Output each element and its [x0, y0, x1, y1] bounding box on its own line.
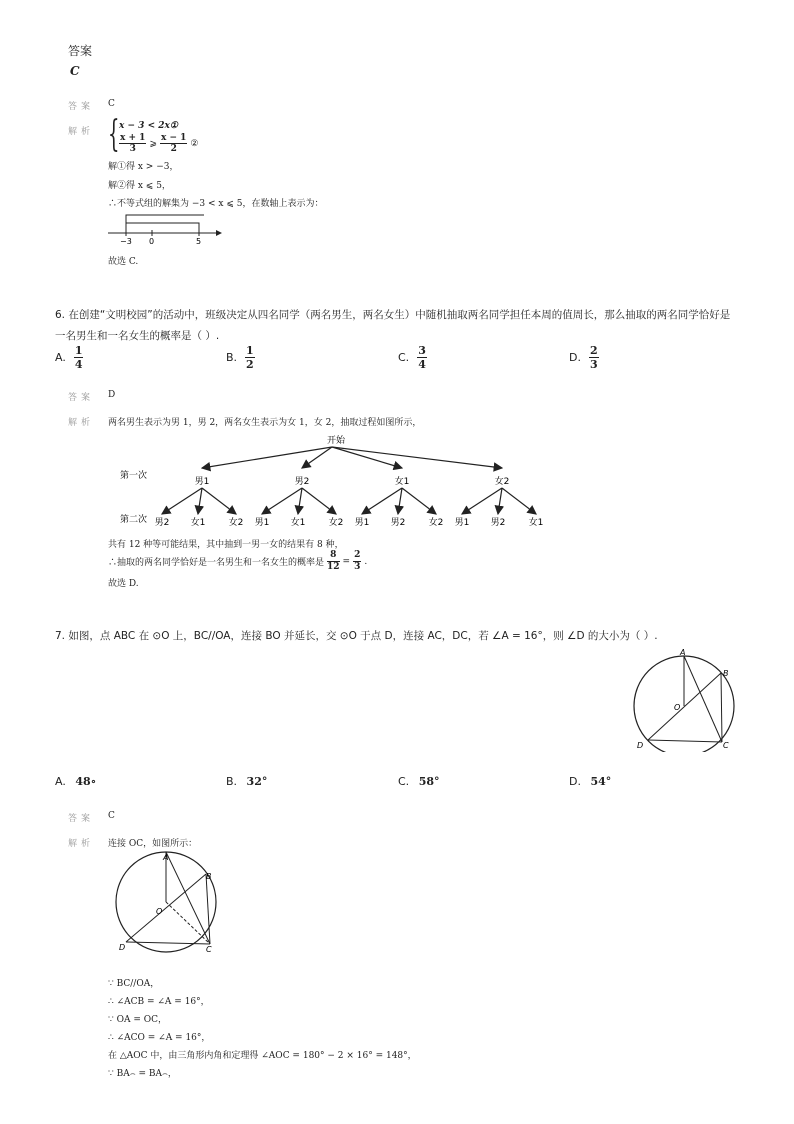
- tree-node-second-2-2: 女1: [290, 518, 306, 528]
- q5-conclusion: 故选 C.: [108, 257, 139, 267]
- q5-step-3: ∴不等式组的解集为 −3 < x ⩽ 5，在数轴上表示为：: [108, 199, 324, 209]
- q5-step-2: 解②得 x ⩽ 5，: [108, 181, 171, 191]
- q7-stem: 7. 如图，点 ABC 在 ⊙O 上，BC//OA，连接 BO 并延长，交 ⊙O 于点 D，连接 AC，DC，若 ∠A = 16°，则 ∠D 的大小为（ ）.: [55, 630, 658, 642]
- q6-option-d[interactable]: D. $\frac{2}{3}$: [569, 344, 598, 371]
- tree-branch-second-2-1: [262, 488, 302, 514]
- q7-option-c[interactable]: C. 58°: [398, 775, 440, 788]
- q5-answer-label: 答案: [68, 102, 95, 112]
- answer-heading: 答案: [68, 44, 93, 58]
- tree-node-first-4: 女2: [494, 477, 510, 487]
- q5-inequality-1: x − 3 < 2x①: [119, 121, 178, 131]
- q7-answer-value: C: [108, 811, 115, 821]
- tree-branch-second-4-3: [502, 488, 536, 514]
- q7-solution-figure: [110, 850, 222, 956]
- q7-label-d: D: [637, 741, 644, 750]
- tree-row1-label: 第一次: [120, 471, 148, 481]
- q7-option-b[interactable]: B. 32°: [226, 775, 268, 788]
- q5-tick-5: 5: [196, 237, 202, 246]
- tree-branch-second-1-2: [198, 488, 202, 514]
- tree-branch-second-4-1: [462, 488, 502, 514]
- tree-node-second-4-1: 男1: [454, 518, 470, 528]
- tree-node-first-1: 男1: [194, 477, 210, 487]
- q6-answer-label: 答案: [68, 393, 95, 403]
- q6-option-a[interactable]: A. $\frac{1}{4}$: [55, 344, 83, 371]
- q6-answer-value: D: [108, 390, 116, 400]
- q7-step-5: 在 △AOC 中，由三角形内角和定理得 ∠AOC = 180° − 2 × 16° = 148°，: [108, 1051, 417, 1061]
- tree-branch-second-2-3: [302, 488, 336, 514]
- q5-number-line: [104, 210, 224, 248]
- tree-branch-second-3-3: [402, 488, 436, 514]
- q5-system-brace: {: [108, 114, 120, 155]
- tree-node-second-1-3: 女2: [228, 518, 244, 528]
- tree-branch-first-4: [332, 447, 502, 468]
- q5-step-1: 解①得 x > −3，: [108, 162, 179, 172]
- tree-branch-first-3: [332, 447, 402, 468]
- tree-node-second-1-1: 男2: [154, 518, 170, 528]
- q7-sol-label-c: C: [206, 945, 212, 954]
- q7-step-4: ∴ ∠ACO = ∠A = 16°，: [108, 1033, 211, 1043]
- q6-stem-line2: 一名男生和一名女生的概率是（ ）.: [55, 330, 220, 342]
- q6-stem-line1: 6. 在创建“文明校园”的活动中，班级决定从四名同学（两名男生，两名女生）中随机抽取两名同学担任本周的值周长，那么抽取的两名同学恰好是: [55, 309, 731, 321]
- q7-step-6: ∵ BA⌢ = BA⌢，: [108, 1069, 177, 1079]
- q7-label-b: B: [723, 669, 729, 678]
- tree-node-second-2-1: 男1: [254, 518, 270, 528]
- tree-branch-second-3-1: [362, 488, 402, 514]
- q6-option-c[interactable]: C. $\frac{3}{4}$: [398, 344, 426, 371]
- q6-analysis-line2: 共有 12 种等可能结果，其中抽到一男一女的结果有 8 种，: [108, 540, 344, 550]
- tree-node-first-2: 男2: [294, 477, 310, 487]
- tree-node-second-3-1: 男1: [354, 518, 370, 528]
- tree-branch-first-2: [302, 447, 332, 468]
- tree-branch-first-1: [202, 447, 332, 468]
- q5-tick-neg3: −3: [120, 237, 132, 246]
- tree-row2-label: 第二次: [120, 515, 148, 525]
- tree-node-second-4-2: 男2: [490, 518, 506, 528]
- tree-start: 开始: [327, 436, 346, 446]
- q6-analysis-label: 解析: [68, 418, 95, 428]
- tree-branch-second-2-2: [298, 488, 302, 514]
- q7-option-d[interactable]: D. 54°: [569, 775, 612, 788]
- tree-node-second-1-2: 女1: [190, 518, 206, 528]
- q7-label-a: A: [680, 648, 686, 657]
- tree-node-second-3-3: 女2: [428, 518, 444, 528]
- q7-label-c: C: [723, 741, 729, 750]
- q5-answer-value: C: [108, 99, 115, 109]
- tree-branch-second-4-2: [498, 488, 502, 514]
- q6-conclusion: 故选 D.: [108, 579, 139, 589]
- q7-step-2: ∴ ∠ACB = ∠A = 16°，: [108, 997, 210, 1007]
- q7-sol-label-d: D: [119, 943, 126, 952]
- q7-sol-label-a: A: [163, 853, 169, 862]
- q5-tick-0: 0: [149, 237, 155, 246]
- tree-node-first-3: 女1: [394, 477, 410, 487]
- tree-node-second-2-3: 女2: [328, 518, 344, 528]
- q7-analysis-line1: 连接 OC，如图所示：: [108, 839, 198, 849]
- q7-sol-label-o: O: [156, 907, 163, 916]
- tree-node-second-4-3: 女1: [528, 518, 544, 528]
- q7-label-o: O: [674, 703, 681, 712]
- q7-answer-label: 答案: [68, 814, 95, 824]
- q7-step-1: ∵ BC//OA，: [108, 979, 160, 989]
- q6-tree-diagram: [110, 430, 570, 535]
- q7-figure: [628, 646, 740, 752]
- q7-analysis-label: 解析: [68, 839, 95, 849]
- q6-analysis-line3: ∴抽取的两名同学恰好是一名男生和一名女生的概率是 $\frac{8}{12}$ = $\frac{2}{3}$ .: [108, 550, 368, 572]
- tree-branch-second-3-2: [398, 488, 402, 514]
- q7-step-3: ∵ OA = OC，: [108, 1015, 167, 1025]
- tree-branch-second-1-3: [202, 488, 236, 514]
- q6-analysis-line1: 两名男生表示为男 1，男 2，两名女生表示为女 1，女 2，抽取过程如图所示，: [108, 418, 422, 428]
- q5-inequality-2: $\frac{x + 1}{3}$ ⩾ $\frac{x - 1}{2}$ ②: [120, 133, 199, 154]
- tree-node-second-3-2: 男2: [390, 518, 406, 528]
- answer-value: C: [70, 64, 80, 78]
- tree-branch-second-1-1: [162, 488, 202, 514]
- q5-analysis-label: 解析: [68, 127, 95, 137]
- q6-option-b[interactable]: B. $\frac{1}{2}$: [226, 344, 254, 371]
- q7-sol-label-b: B: [206, 872, 212, 881]
- q7-option-a[interactable]: A. 48∘: [55, 775, 97, 788]
